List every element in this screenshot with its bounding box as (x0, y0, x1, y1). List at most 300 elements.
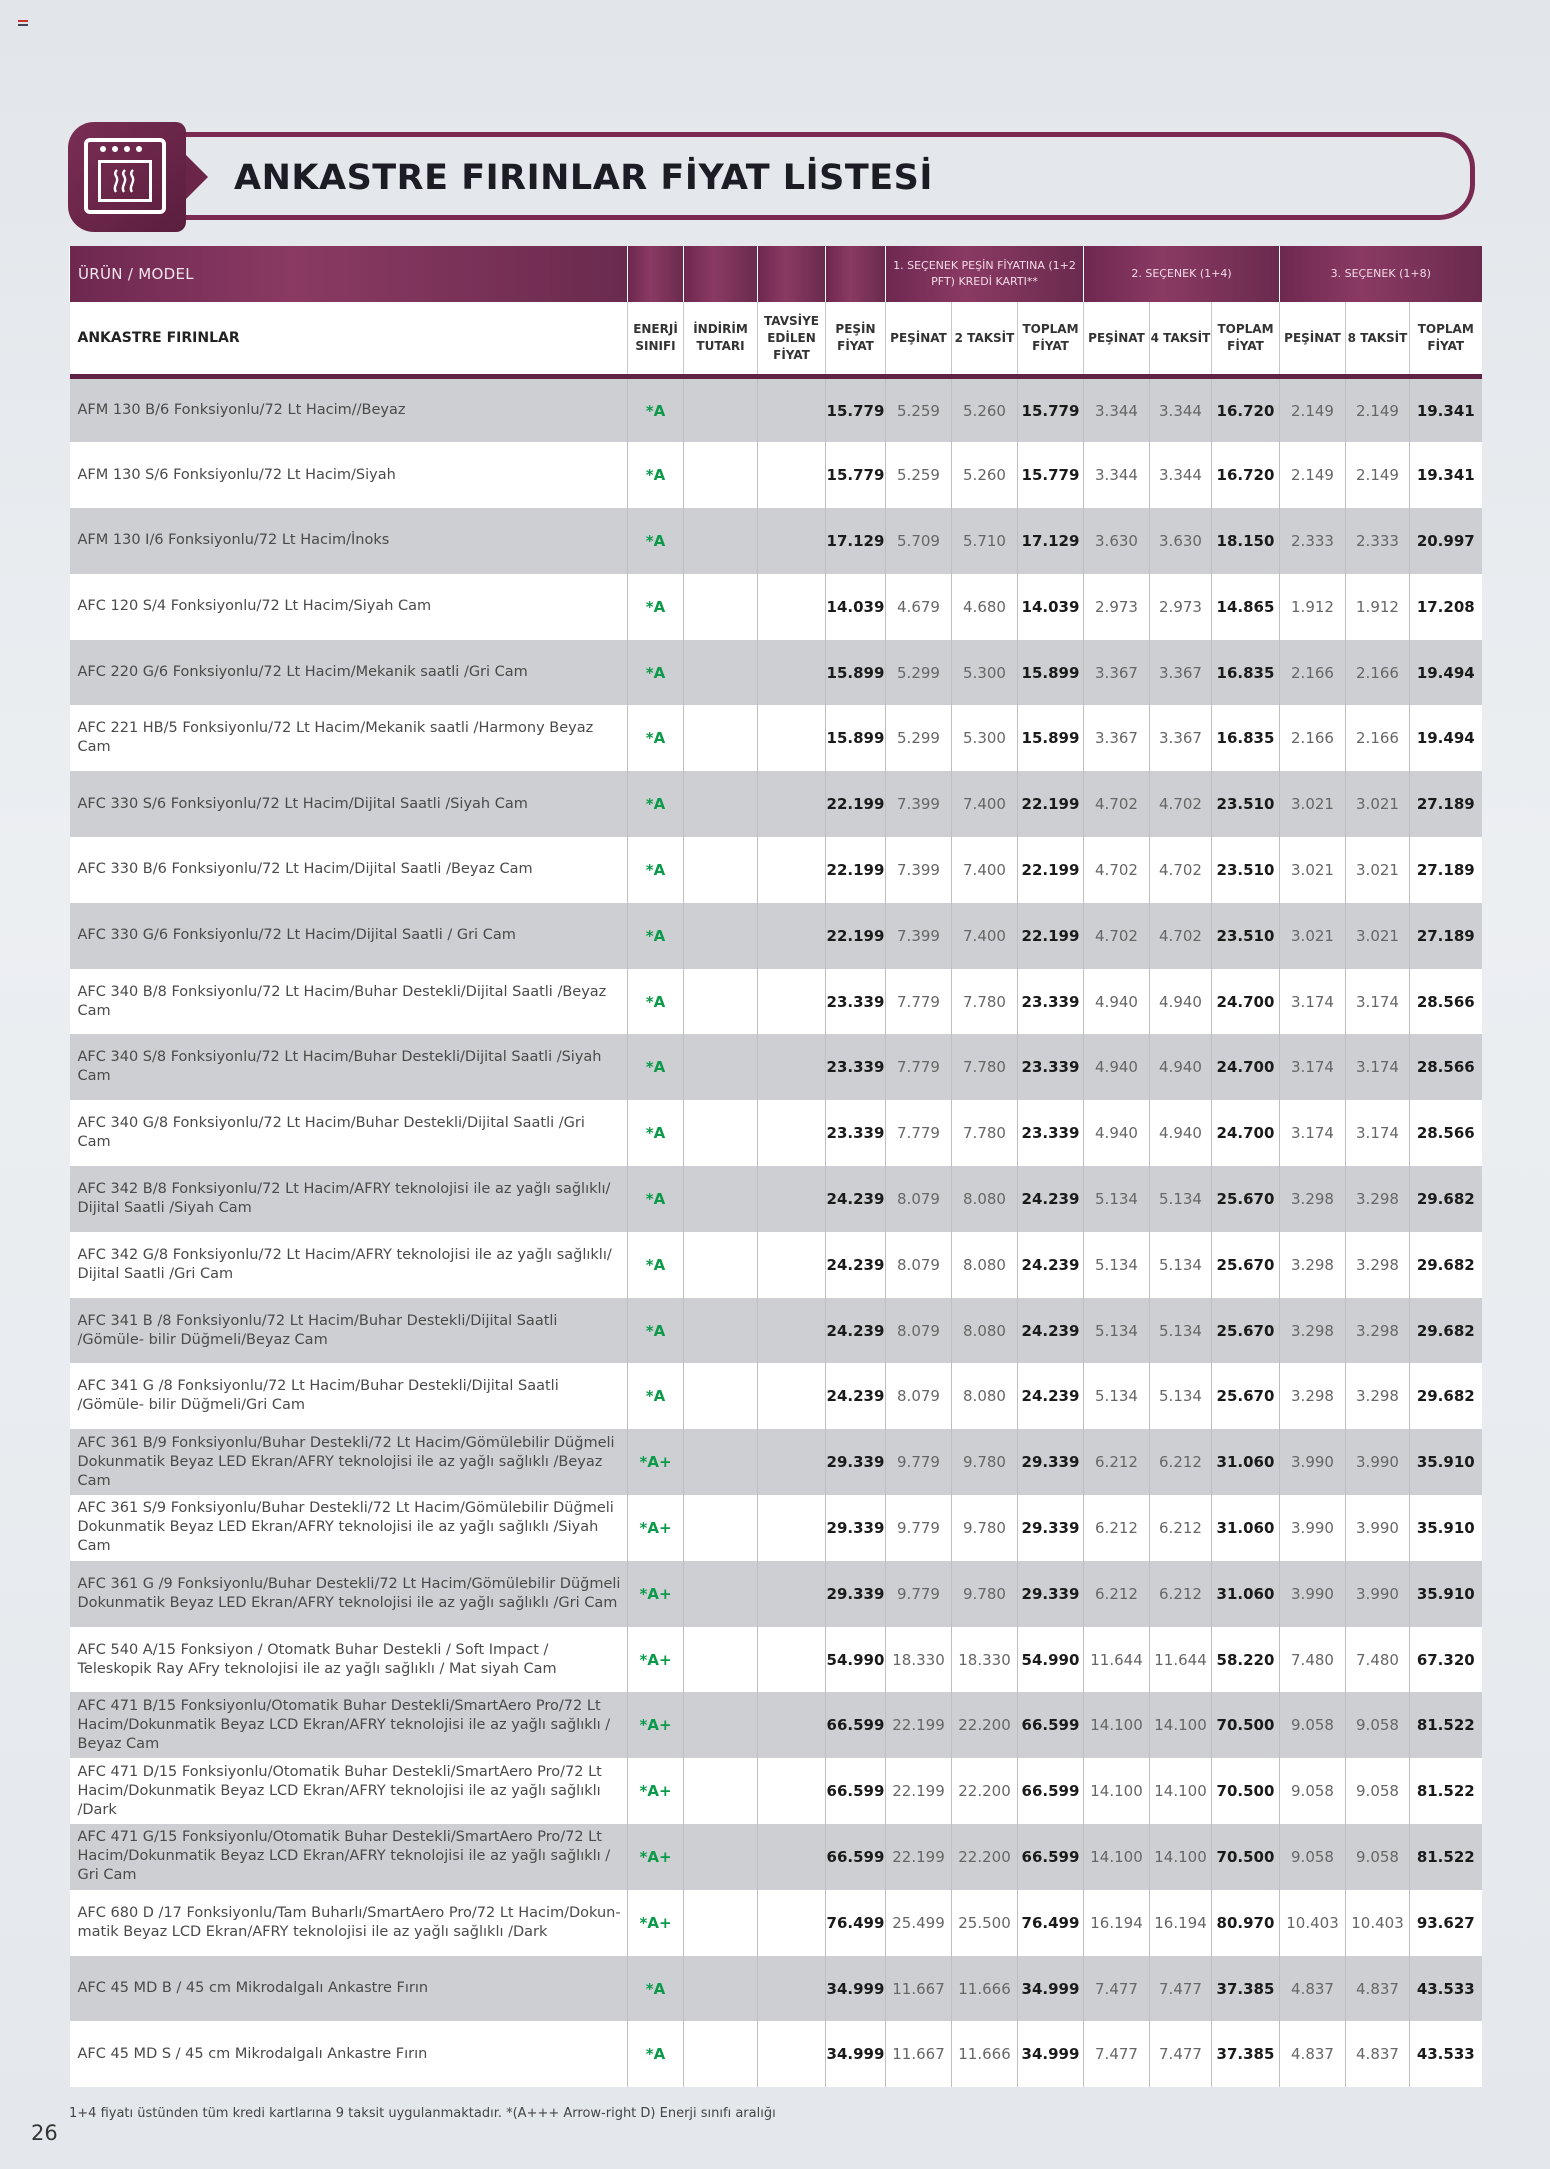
price-cell: 14.100 (1084, 1758, 1150, 1824)
price-cell: 23.339 (826, 1100, 886, 1166)
price-cell: 3.298 (1346, 1232, 1410, 1298)
group-header-option1: 1. SEÇENEK PEŞİN FİYATINA (1+2 PFT) KREDİ KARTI** (886, 246, 1084, 302)
price-cell: 7.480 (1280, 1627, 1346, 1693)
price-cell (758, 1363, 826, 1429)
product-name: AFC 220 G/6 Fonksiyonlu/72 Lt Hacim/Mekanik saatli /Gri Cam (70, 640, 628, 706)
price-cell: 14.100 (1150, 1758, 1212, 1824)
price-cell: 3.298 (1280, 1166, 1346, 1232)
price-cell: 4.702 (1150, 837, 1212, 903)
price-cell: 5.134 (1150, 1298, 1212, 1364)
product-name: AFC 540 A/15 Fonksiyon / Otomatk Buhar Destekli / Soft Impact / Teleskopik Ray AFry teknolojisi ile az yağlı sağlıklı / Mat siyah Cam (70, 1627, 628, 1693)
price-cell: 4.680 (952, 574, 1018, 640)
column-header: TOPLAM FİYAT (1212, 302, 1280, 377)
footnote: 1+4 fiyatı üstünden tüm kredi kartlarına 9 taksit uygulanmaktadır. *(A+++ Arrow-right D) Enerji sınıfı aralığı (69, 2106, 776, 2121)
price-cell (758, 1692, 826, 1758)
price-cell: 70.500 (1212, 1824, 1280, 1890)
price-cell: 27.189 (1410, 837, 1482, 903)
price-cell: 25.499 (886, 1890, 952, 1956)
price-cell: 5.134 (1084, 1363, 1150, 1429)
energy-class: *A (628, 1166, 684, 1232)
price-cell: 76.499 (826, 1890, 886, 1956)
price-cell: 11.667 (886, 1956, 952, 2022)
price-cell: 15.899 (1018, 705, 1084, 771)
price-cell: 9.058 (1280, 1824, 1346, 1890)
price-cell: 17.129 (826, 508, 886, 574)
price-cell (684, 640, 758, 706)
energy-class: *A (628, 1100, 684, 1166)
price-cell: 37.385 (1212, 1956, 1280, 2022)
price-cell: 24.239 (1018, 1166, 1084, 1232)
column-header: PEŞİNAT (886, 302, 952, 377)
energy-class: *A (628, 640, 684, 706)
price-cell: 3.367 (1150, 640, 1212, 706)
product-name: AFC 340 G/8 Fonksiyonlu/72 Lt Hacim/Buhar Destekli/Dijital Saatli /Gri Cam (70, 1100, 628, 1166)
oven-badge (68, 122, 186, 232)
price-cell: 3.021 (1346, 903, 1410, 969)
energy-class: *A+ (628, 1758, 684, 1824)
price-cell (684, 1561, 758, 1627)
price-cell: 4.837 (1280, 1956, 1346, 2022)
price-cell: 4.702 (1084, 837, 1150, 903)
price-cell: 16.720 (1212, 442, 1280, 508)
price-cell: 2.333 (1346, 508, 1410, 574)
price-cell: 43.533 (1410, 1956, 1482, 2022)
price-cell: 2.149 (1346, 442, 1410, 508)
price-cell: 9.058 (1346, 1692, 1410, 1758)
energy-class: *A (628, 969, 684, 1035)
price-cell: 66.599 (826, 1758, 886, 1824)
energy-class: *A (628, 705, 684, 771)
price-cell: 70.500 (1212, 1758, 1280, 1824)
price-cell (758, 1100, 826, 1166)
price-cell: 4.702 (1150, 771, 1212, 837)
price-cell: 2.166 (1346, 640, 1410, 706)
price-cell: 9.779 (886, 1495, 952, 1561)
price-cell: 8.080 (952, 1166, 1018, 1232)
price-cell: 14.100 (1150, 1692, 1212, 1758)
price-cell (684, 574, 758, 640)
price-cell: 11.644 (1084, 1627, 1150, 1693)
price-cell (684, 377, 758, 443)
price-cell: 24.239 (826, 1166, 886, 1232)
price-cell: 7.780 (952, 1034, 1018, 1100)
energy-class: *A+ (628, 1890, 684, 1956)
price-cell: 23.339 (1018, 1100, 1084, 1166)
price-cell: 5.259 (886, 377, 952, 443)
price-cell: 20.997 (1410, 508, 1482, 574)
table-row (70, 377, 1482, 443)
product-name: AFC 340 S/8 Fonksiyonlu/72 Lt Hacim/Buhar Destekli/Dijital Saatli /Siyah Cam (70, 1034, 628, 1100)
price-cell (684, 1429, 758, 1495)
product-name: AFM 130 S/6 Fonksiyonlu/72 Lt Hacim/Siyah (70, 442, 628, 508)
price-cell: 5.299 (886, 640, 952, 706)
price-cell (758, 969, 826, 1035)
price-cell: 5.134 (1150, 1166, 1212, 1232)
price-cell: 19.494 (1410, 705, 1482, 771)
column-header: PEŞİNAT (1280, 302, 1346, 377)
price-cell: 4.940 (1150, 969, 1212, 1035)
price-cell: 24.239 (826, 1363, 886, 1429)
price-cell (758, 837, 826, 903)
price-cell: 3.021 (1346, 837, 1410, 903)
table-row (70, 1495, 1482, 1561)
group-header-blank (684, 246, 758, 302)
price-cell: 22.199 (826, 837, 886, 903)
price-cell: 22.200 (952, 1692, 1018, 1758)
energy-class: *A (628, 508, 684, 574)
price-cell (758, 377, 826, 443)
energy-class: *A (628, 1298, 684, 1364)
price-cell: 8.079 (886, 1298, 952, 1364)
price-cell: 34.999 (826, 2021, 886, 2087)
price-cell: 24.700 (1212, 1100, 1280, 1166)
price-cell: 25.670 (1212, 1232, 1280, 1298)
price-cell (758, 508, 826, 574)
price-cell: 15.779 (1018, 442, 1084, 508)
table-row (70, 969, 1482, 1035)
column-header: ENERJİ SINIFI (628, 302, 684, 377)
price-cell: 25.500 (952, 1890, 1018, 1956)
price-cell: 2.333 (1280, 508, 1346, 574)
price-cell: 8.080 (952, 1363, 1018, 1429)
energy-class: *A+ (628, 1824, 684, 1890)
price-cell (684, 2021, 758, 2087)
column-header: 8 TAKSİT (1346, 302, 1410, 377)
price-cell: 93.627 (1410, 1890, 1482, 1956)
energy-class: *A (628, 442, 684, 508)
table-row (70, 1956, 1482, 2022)
price-cell: 18.330 (886, 1627, 952, 1693)
energy-class: *A+ (628, 1627, 684, 1693)
product-name: AFC 680 D /17 Fonksiyonlu/Tam Buharlı/SmartAero Pro/72 Lt Hacim/Dokun- matik Beyaz LCD Ekran/AFRY teknolojisi ile az yağlı sağlıklı /Dark (70, 1890, 628, 1956)
price-cell: 23.510 (1212, 903, 1280, 969)
price-cell: 14.865 (1212, 574, 1280, 640)
price-cell: 4.679 (886, 574, 952, 640)
price-cell: 24.700 (1212, 1034, 1280, 1100)
price-cell: 35.910 (1410, 1429, 1482, 1495)
price-cell (758, 1956, 826, 2022)
price-cell: 7.477 (1150, 1956, 1212, 2022)
price-cell: 81.522 (1410, 1692, 1482, 1758)
price-cell: 6.212 (1084, 1429, 1150, 1495)
price-cell: 3.367 (1150, 705, 1212, 771)
table-row (70, 640, 1482, 706)
price-cell: 22.199 (886, 1692, 952, 1758)
price-cell (684, 1890, 758, 1956)
price-cell (758, 1034, 826, 1100)
product-name: AFC 471 B/15 Fonksiyonlu/Otomatik Buhar Destekli/SmartAero Pro/72 Lt Hacim/Dokunmatik Beyaz LCD Ekran/AFRY teknolojisi ile az yağlı sağlıklı / Beyaz Cam (70, 1692, 628, 1758)
price-cell: 2.166 (1346, 705, 1410, 771)
price-cell (684, 1692, 758, 1758)
price-cell: 7.477 (1084, 1956, 1150, 2022)
price-cell: 3.367 (1084, 705, 1150, 771)
price-cell (684, 1627, 758, 1693)
price-cell: 11.644 (1150, 1627, 1212, 1693)
column-header: PEŞİNAT (1084, 302, 1150, 377)
price-cell: 5.709 (886, 508, 952, 574)
price-cell: 3.298 (1346, 1363, 1410, 1429)
price-cell: 2.166 (1280, 640, 1346, 706)
price-cell: 15.779 (826, 377, 886, 443)
price-cell (684, 705, 758, 771)
price-cell (684, 1824, 758, 1890)
price-cell: 7.780 (952, 1100, 1018, 1166)
price-cell: 5.710 (952, 508, 1018, 574)
price-cell: 17.208 (1410, 574, 1482, 640)
price-cell: 29.682 (1410, 1363, 1482, 1429)
price-cell: 31.060 (1212, 1561, 1280, 1627)
price-cell: 3.990 (1346, 1561, 1410, 1627)
product-name: AFC 361 G /9 Fonksiyonlu/Buhar Destekli/72 Lt Hacim/Gömülebilir Düğmeli Dokunmatik Beyaz LED Ekran/AFRY teknolojisi ile az yağlı sağlıklı /Gri Cam (70, 1561, 628, 1627)
table-row (70, 1166, 1482, 1232)
price-cell: 2.166 (1280, 705, 1346, 771)
price-cell: 22.200 (952, 1758, 1018, 1824)
price-cell: 4.940 (1150, 1034, 1212, 1100)
price-cell: 15.899 (826, 705, 886, 771)
price-cell: 14.100 (1084, 1692, 1150, 1758)
price-cell: 17.129 (1018, 508, 1084, 574)
price-cell: 23.339 (1018, 969, 1084, 1035)
price-cell: 2.149 (1346, 377, 1410, 443)
product-name: AFM 130 B/6 Fonksiyonlu/72 Lt Hacim//Beyaz (70, 377, 628, 443)
price-cell: 31.060 (1212, 1429, 1280, 1495)
price-cell: 5.300 (952, 705, 1018, 771)
corner-mark (18, 20, 28, 26)
price-cell: 5.259 (886, 442, 952, 508)
price-cell: 3.298 (1346, 1298, 1410, 1364)
price-cell: 8.079 (886, 1363, 952, 1429)
price-cell: 66.599 (1018, 1824, 1084, 1890)
price-cell: 11.666 (952, 1956, 1018, 2022)
energy-class: *A (628, 903, 684, 969)
price-cell: 29.339 (1018, 1561, 1084, 1627)
price-cell: 29.682 (1410, 1232, 1482, 1298)
price-cell: 19.494 (1410, 640, 1482, 706)
price-cell: 29.339 (1018, 1495, 1084, 1561)
price-cell: 3.344 (1150, 377, 1212, 443)
table-row (70, 1363, 1482, 1429)
price-cell: 29.339 (826, 1429, 886, 1495)
energy-class: *A (628, 574, 684, 640)
energy-class: *A+ (628, 1495, 684, 1561)
price-cell (684, 1956, 758, 2022)
price-cell: 24.239 (1018, 1363, 1084, 1429)
table-row (70, 1232, 1482, 1298)
table-row (70, 1561, 1482, 1627)
price-cell: 31.060 (1212, 1495, 1280, 1561)
column-header: PEŞİN FİYAT (826, 302, 886, 377)
product-name: AFC 330 S/6 Fonksiyonlu/72 Lt Hacim/Dijital Saatli /Siyah Cam (70, 771, 628, 837)
price-cell: 4.940 (1084, 1034, 1150, 1100)
energy-class: *A (628, 377, 684, 443)
oven-icon (84, 138, 166, 214)
price-cell: 3.990 (1280, 1495, 1346, 1561)
price-cell: 9.780 (952, 1495, 1018, 1561)
price-cell: 3.021 (1346, 771, 1410, 837)
price-cell: 2.149 (1280, 442, 1346, 508)
price-cell: 25.670 (1212, 1363, 1280, 1429)
price-cell (684, 969, 758, 1035)
price-cell: 22.199 (886, 1824, 952, 1890)
price-cell: 28.566 (1410, 1034, 1482, 1100)
price-cell: 14.039 (826, 574, 886, 640)
price-cell: 7.399 (886, 837, 952, 903)
price-table (69, 246, 1482, 2087)
price-cell: 10.403 (1280, 1890, 1346, 1956)
price-cell (684, 1232, 758, 1298)
price-cell: 37.385 (1212, 2021, 1280, 2087)
price-cell: 15.779 (1018, 377, 1084, 443)
price-cell: 6.212 (1150, 1561, 1212, 1627)
price-cell: 3.174 (1346, 969, 1410, 1035)
price-cell: 81.522 (1410, 1824, 1482, 1890)
price-cell: 7.400 (952, 903, 1018, 969)
price-cell (758, 1429, 826, 1495)
product-name: AFC 120 S/4 Fonksiyonlu/72 Lt Hacim/Siyah Cam (70, 574, 628, 640)
table-row (70, 837, 1482, 903)
price-cell: 5.134 (1084, 1166, 1150, 1232)
group-header-option3: 3. SEÇENEK (1+8) (1280, 246, 1482, 302)
price-cell: 24.239 (1018, 1298, 1084, 1364)
table-row (70, 1627, 1482, 1693)
table-row (70, 1692, 1482, 1758)
price-cell: 7.779 (886, 1034, 952, 1100)
column-header: TAVSİYE EDİLEN FİYAT (758, 302, 826, 377)
price-cell: 3.298 (1346, 1166, 1410, 1232)
price-cell: 3.298 (1280, 1298, 1346, 1364)
price-cell: 4.702 (1150, 903, 1212, 969)
price-cell: 22.200 (952, 1824, 1018, 1890)
price-cell: 9.058 (1346, 1758, 1410, 1824)
price-cell: 66.599 (1018, 1758, 1084, 1824)
price-cell: 23.510 (1212, 771, 1280, 837)
price-cell: 3.021 (1280, 771, 1346, 837)
price-cell: 3.367 (1084, 640, 1150, 706)
price-cell: 7.779 (886, 1100, 952, 1166)
price-cell (758, 1166, 826, 1232)
price-cell: 35.910 (1410, 1495, 1482, 1561)
price-cell: 23.339 (826, 969, 886, 1035)
price-cell: 3.990 (1280, 1429, 1346, 1495)
product-name: AFC 471 G/15 Fonksiyonlu/Otomatik Buhar Destekli/SmartAero Pro/72 Lt Hacim/Dokunmatik Beyaz LCD Ekran/AFRY teknolojisi ile az yağlı sağlıklı / Gri Cam (70, 1824, 628, 1890)
price-cell: 7.480 (1346, 1627, 1410, 1693)
price-cell: 4.837 (1280, 2021, 1346, 2087)
price-cell: 1.912 (1346, 574, 1410, 640)
price-cell: 25.670 (1212, 1166, 1280, 1232)
price-cell: 9.058 (1280, 1758, 1346, 1824)
price-cell: 6.212 (1150, 1429, 1212, 1495)
energy-class: *A (628, 1363, 684, 1429)
price-cell: 19.341 (1410, 377, 1482, 443)
price-cell: 16.194 (1084, 1890, 1150, 1956)
price-cell: 4.940 (1084, 969, 1150, 1035)
table-row (70, 2021, 1482, 2087)
product-name: AFC 45 MD S / 45 cm Mikrodalgalı Ankastre Fırın (70, 2021, 628, 2087)
price-cell: 5.260 (952, 377, 1018, 443)
price-cell: 5.134 (1084, 1298, 1150, 1364)
price-cell: 16.720 (1212, 377, 1280, 443)
price-cell: 29.339 (1018, 1429, 1084, 1495)
price-cell: 5.299 (886, 705, 952, 771)
price-cell: 24.239 (826, 1232, 886, 1298)
group-header-blank (628, 246, 684, 302)
price-cell: 5.300 (952, 640, 1018, 706)
price-cell: 22.199 (826, 771, 886, 837)
price-cell: 18.150 (1212, 508, 1280, 574)
price-cell: 3.630 (1150, 508, 1212, 574)
price-cell: 3.021 (1280, 903, 1346, 969)
price-cell (684, 1495, 758, 1561)
price-cell (684, 442, 758, 508)
price-cell: 7.400 (952, 837, 1018, 903)
price-cell: 66.599 (826, 1692, 886, 1758)
group-header-model: ÜRÜN / MODEL (70, 246, 628, 302)
price-cell: 16.835 (1212, 705, 1280, 771)
price-cell: 3.298 (1280, 1232, 1346, 1298)
price-cell: 9.779 (886, 1429, 952, 1495)
price-cell: 8.079 (886, 1166, 952, 1232)
energy-class: *A (628, 1232, 684, 1298)
price-cell: 25.670 (1212, 1298, 1280, 1364)
price-cell: 3.344 (1084, 442, 1150, 508)
product-name: AFC 221 HB/5 Fonksiyonlu/72 Lt Hacim/Mekanik saatli /Harmony Beyaz Cam (70, 705, 628, 771)
price-cell: 8.079 (886, 1232, 952, 1298)
group-header-row (70, 246, 1482, 302)
price-cell: 5.134 (1150, 1232, 1212, 1298)
price-cell: 66.599 (1018, 1692, 1084, 1758)
column-header: İNDİRİM TUTARI (684, 302, 758, 377)
price-cell: 7.477 (1084, 2021, 1150, 2087)
price-cell (684, 1363, 758, 1429)
price-cell (758, 1298, 826, 1364)
price-cell: 34.999 (1018, 2021, 1084, 2087)
price-cell: 8.080 (952, 1298, 1018, 1364)
price-cell: 15.899 (1018, 640, 1084, 706)
price-cell: 9.780 (952, 1561, 1018, 1627)
price-cell: 76.499 (1018, 1890, 1084, 1956)
column-header-row (70, 302, 1482, 377)
price-cell: 27.189 (1410, 771, 1482, 837)
price-cell: 66.599 (826, 1824, 886, 1890)
price-cell: 54.990 (1018, 1627, 1084, 1693)
price-cell: 7.780 (952, 969, 1018, 1035)
price-cell: 6.212 (1084, 1561, 1150, 1627)
table-row (70, 442, 1482, 508)
price-cell: 7.399 (886, 771, 952, 837)
price-cell: 3.174 (1280, 1100, 1346, 1166)
price-cell: 4.940 (1084, 1100, 1150, 1166)
price-cell (758, 771, 826, 837)
price-cell: 28.566 (1410, 969, 1482, 1035)
price-cell (758, 1627, 826, 1693)
price-cell: 22.199 (1018, 837, 1084, 903)
column-header: ANKASTRE FIRINLAR (70, 302, 628, 377)
energy-class: *A (628, 1034, 684, 1100)
price-cell: 80.970 (1212, 1890, 1280, 1956)
price-cell: 11.667 (886, 2021, 952, 2087)
table-row (70, 508, 1482, 574)
price-cell: 8.080 (952, 1232, 1018, 1298)
column-header: TOPLAM FİYAT (1410, 302, 1482, 377)
price-cell: 22.199 (1018, 771, 1084, 837)
heat-waves-icon (110, 168, 140, 194)
group-header-blank (826, 246, 886, 302)
price-cell: 14.039 (1018, 574, 1084, 640)
price-cell (758, 705, 826, 771)
product-name: AFC 361 S/9 Fonksiyonlu/Buhar Destekli/72 Lt Hacim/Gömülebilir Düğmeli Dokunmatik Beyaz LED Ekran/AFRY teknolojisi ile az yağlı sağlıklı /Siyah Cam (70, 1495, 628, 1561)
price-cell: 3.298 (1280, 1363, 1346, 1429)
price-cell: 6.212 (1150, 1495, 1212, 1561)
